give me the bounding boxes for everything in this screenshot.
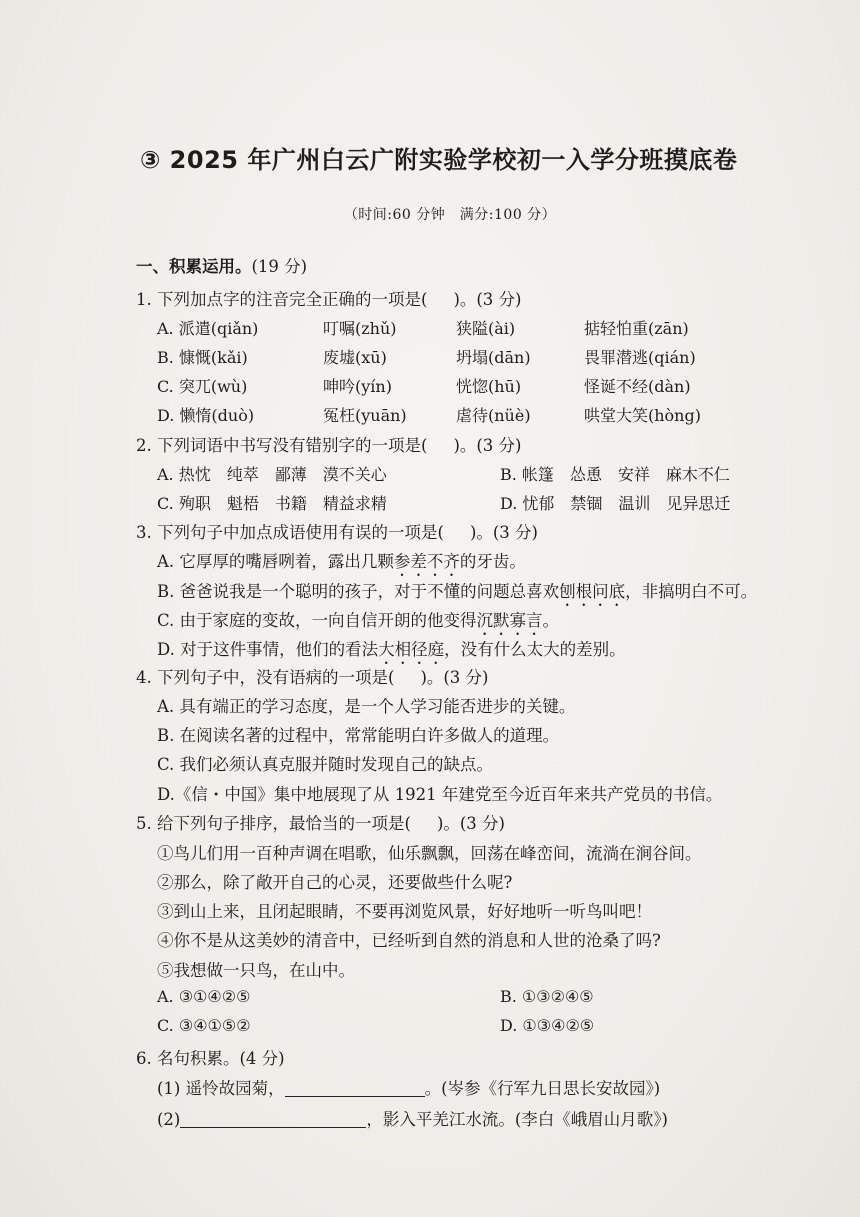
q1-option-d-word-2: 冤枉(yuān): [323, 406, 407, 425]
q3-option-d-text: D. 对于这件事情，他们的看法: [157, 640, 379, 659]
fill-in-blank-2[interactable]: [180, 1111, 366, 1128]
question-3-score: )。(3 分): [469, 523, 538, 542]
q2-option-c: C. 殉职 魁梧 书籍 精益求精: [157, 494, 387, 513]
question-1-stem-text: 1. 下列加点字的注音完全正确的一项是(: [136, 290, 428, 309]
q5-choice-a: A. ③①④②⑤: [157, 987, 251, 1006]
q4-option-d: D.《信・中国》集中地展现了从 1921 年建党至今近百年来共产党员的书信。: [157, 785, 723, 804]
q6-item-2-label: (2): [157, 1110, 181, 1129]
q3-option-a: [157, 548, 526, 580]
question-5-stem-text: 5. 给下列句子排序，最恰当的一项是(: [136, 814, 411, 833]
q1-option-d-word-3: 虐待(nüè): [456, 406, 531, 425]
q6-item-1: [157, 1075, 660, 1099]
q6-item-1-source: 。(岑参《行军九日思长安故园》): [424, 1079, 661, 1098]
question-4-stem-text: 4. 下列句子中，没有语病的一项是(: [136, 668, 395, 687]
question-2-score: )。(3 分): [453, 436, 522, 455]
question-5-stem: [136, 810, 505, 834]
question-3-stem-text: 3. 下列句子中加点成语使用有误的一项是(: [136, 523, 444, 542]
q1-option-a-word-1: A. 派遣(qiǎn): [157, 319, 259, 338]
q5-sentence-2: ②那么，除了敞开自己的心灵，还要做些什么呢?: [157, 873, 513, 892]
q1-option-a-word-4: 掂轻怕重(zān): [584, 319, 689, 338]
q4-option-c: C. 我们必须认真克服并随时发现自己的缺点。: [157, 755, 494, 774]
q6-item-2: [157, 1106, 668, 1130]
question-5-score: )。(3 分): [436, 814, 505, 833]
q1-option-b-word-4: 畏罪潜逃(qián): [584, 348, 696, 367]
q1-option-b-word-3: 坍塌(dān): [456, 348, 531, 367]
q1-option-d-word-1: D. 懒惰(duò): [157, 406, 255, 425]
q3-option-c: [157, 607, 559, 639]
q1-option-d-word-4: 哄堂大笑(hòng): [584, 406, 701, 425]
q3-option-b-text: B. 爸爸说我是一个聪明的孩子，对于不懂的问题总喜欢: [157, 582, 560, 601]
q1-option-a-word-2: 叮嘱(zhǔ): [323, 319, 397, 338]
q1-option-c-word-4: 怪诞不经(dàn): [584, 377, 691, 396]
q3-option-a-idiom: 参差不齐: [393, 552, 460, 571]
question-3-stem: [136, 519, 538, 543]
q5-sentence-3: ③到山上来，且闭起眼睛，不要再浏览风景，好好地听一听鸟叫吧！: [157, 902, 652, 921]
q3-option-a-text: A. 它厚厚的嘴唇咧着，露出几颗: [157, 552, 394, 571]
q6-item-1-text: (1) 遥怜故园菊，: [157, 1079, 285, 1098]
q3-option-c-idiom: 沉默寡言: [476, 611, 543, 630]
q5-choice-d: D. ①③④②⑤: [500, 1016, 595, 1035]
q1-option-c-word-2: 呻吟(yín): [323, 377, 392, 396]
q1-option-c-word-1: C. 突兀(wù): [157, 377, 248, 396]
q2-option-a: A. 热忱 纯萃 鄙薄 漠不关心: [157, 465, 387, 484]
q3-option-b-tail: ，非搞明白不可。: [625, 582, 758, 601]
q3-option-c-tail: 。: [542, 611, 560, 630]
exam-subtitle: （时间:60 分钟 满分:100 分）: [343, 207, 557, 223]
section-heading: [136, 253, 307, 277]
q4-option-a: A. 具有端正的学习态度，是一个人学习能否进步的关键。: [157, 697, 576, 716]
question-2-stem: [136, 432, 522, 456]
q2-option-d: D. 忧郁 禁锢 温训 见异思迁: [500, 494, 731, 513]
q6-item-2-text: ，影入平羌江水流。(李白《峨眉山月歌》): [366, 1110, 668, 1129]
q3-option-c-text: C. 由于家庭的变故，一向自信开朗的他变得: [157, 611, 477, 630]
q5-sentence-5: ⑤我想做一只鸟，在山中。: [157, 961, 355, 980]
question-1-score: )。(3 分): [453, 290, 522, 309]
q1-option-a-word-3: 狭隘(ài): [456, 319, 516, 338]
q1-option-b-word-2: 废墟(xū): [323, 348, 387, 367]
q1-option-b-word-1: B. 慷慨(kǎi): [157, 348, 248, 367]
q4-option-b: B. 在阅读名著的过程中，常常能明白许多做人的道理。: [157, 726, 560, 745]
page-title: ③ 2025 年广州白云广附实验学校初一入学分班摸底卷: [140, 146, 738, 174]
section-points: (19 分): [251, 257, 308, 276]
q3-option-b-idiom: 刨根问底: [559, 582, 626, 601]
question-1-stem: [136, 286, 522, 310]
q5-sentence-1: ①鸟儿们用一百种声调在唱歌，仙乐飘飘，回荡在峰峦间，流淌在涧谷间。: [157, 844, 702, 863]
section-heading-label: 一、积累运用。: [136, 257, 252, 276]
q3-option-d-tail: ，没有什么太大的差别。: [444, 640, 626, 659]
q3-option-b: [157, 578, 757, 610]
q2-option-b: B. 帐篷 怂恿 安祥 麻木不仁: [500, 465, 730, 484]
q5-choice-c: C. ③④①⑤②: [157, 1016, 251, 1035]
q3-option-a-tail: 的牙齿。: [459, 552, 526, 571]
question-6-stem: 6. 名句积累。(4 分): [136, 1049, 285, 1068]
question-4-stem: [136, 664, 489, 688]
q5-choice-b: B. ①③②④⑤: [500, 987, 594, 1006]
q3-option-d-idiom: 大相径庭: [378, 640, 445, 659]
question-2-stem-text: 2. 下列词语中书写没有错别字的一项是(: [136, 436, 428, 455]
fill-in-blank-1[interactable]: [285, 1080, 425, 1097]
q5-sentence-4: ④你不是从这美妙的清音中，已经听到自然的消息和人世的沧桑了吗?: [157, 931, 661, 950]
question-4-score: )。(3 分): [420, 668, 489, 687]
q1-option-c-word-3: 恍惚(hū): [456, 377, 522, 396]
